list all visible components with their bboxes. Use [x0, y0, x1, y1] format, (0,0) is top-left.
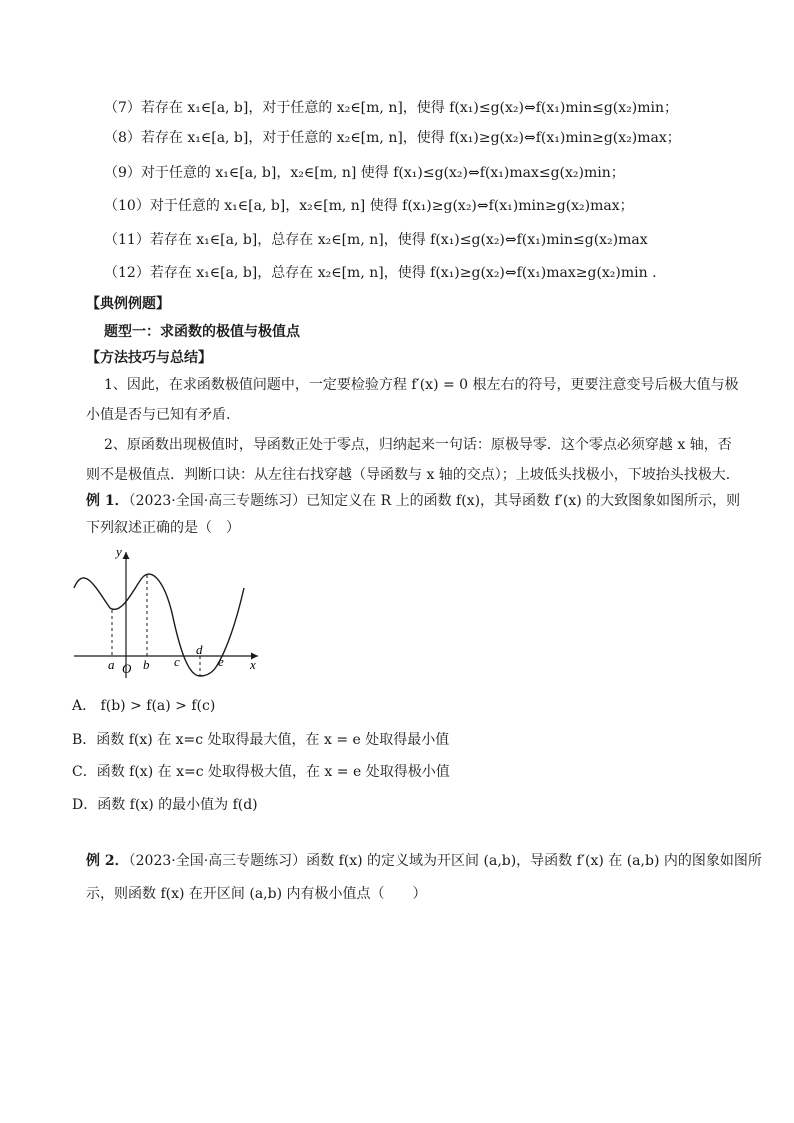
example-1-label: 例 1． [86, 493, 129, 509]
example-2-label: 例 2． [86, 853, 129, 869]
condition-11: （11）若存在 x₁∈[a, b]，总存在 x₂∈[m, n]，使得 f(x₁)≤g(x₂)⇔f(x₁)min≤g(x₂)max [104, 232, 648, 248]
e-label: e [218, 654, 224, 669]
example-2-line2: 示，则函数 f(x) 在开区间 (a,b) 内有极小值点（ ） [86, 886, 427, 902]
origin-label: O [122, 661, 132, 676]
example-1-text: （2023·全国·高三专题练习）已知定义在 R 上的函数 f(x)，其导函数 f′(x) 的大致图象如图所示，则 [128, 493, 741, 509]
method-title: 【方法技巧与总结】 [86, 350, 212, 366]
method-2-line1: 2、原函数出现极值时，导函数正处于零点，归纳起来一句话：原极导零．这个零点必须穿越 x 轴，否 [104, 437, 732, 453]
a-label: a [108, 657, 115, 672]
method-1-line2: 小值是否与已知有矛盾. [86, 407, 231, 423]
d-label: d [196, 642, 203, 657]
condition-7: （7）若存在 x₁∈[a, b]，对于任意的 x₂∈[m, n]，使得 f(x₁)≤g(x₂)⇔f(x₁)min≤g(x₂)min； [104, 100, 678, 116]
option-b[interactable]: B．函数 f(x) 在 x=c 处取得最大值，在 x = e 处取得最小值 [72, 732, 450, 748]
option-a[interactable]: A． f(b) > f(a) > f(c) [72, 698, 216, 714]
b-label: b [143, 657, 150, 672]
x-label: x [250, 657, 256, 672]
type-title: 题型一：求函数的极值与极值点 [104, 324, 300, 340]
condition-12: （12）若存在 x₁∈[a, b]，总存在 x₂∈[m, n]，使得 f(x₁)≥g(x₂)⇔f(x₁)max≥g(x₂)min . [104, 265, 657, 281]
section-title: 【典例例题】 [86, 296, 170, 312]
example-1-line2: 下列叙述正确的是（ ） [86, 520, 240, 536]
method-1-line1: 1、因此，在求函数极值问题中，一定要检验方程 f′(x) = 0 根左右的符号，更要注意变号后极大值与极 [104, 377, 739, 393]
option-c[interactable]: C．函数 f(x) 在 x=c 处取得极大值，在 x = e 处取得极小值 [72, 764, 450, 780]
y-label: y [116, 544, 122, 559]
example-1-line1 [86, 491, 740, 511]
condition-10: （10）对于任意的 x₁∈[a, b]，x₂∈[m, n] 使得 f(x₁)≥g(x₂)⇔f(x₁)min≥g(x₂)max； [104, 198, 634, 214]
condition-8: （8）若存在 x₁∈[a, b]，对于任意的 x₂∈[m, n]，使得 f(x₁)≥g(x₂)⇔f(x₁)min≥g(x₂)max； [104, 130, 681, 146]
example-2-line1 [86, 851, 762, 871]
derivative-graph [70, 542, 270, 682]
c-label: c [174, 654, 180, 669]
example-2-text: （2023·全国·高三专题练习）函数 f(x) 的定义域为开区间 (a,b)，导函数 f′(x) 在 (a,b) 内的图象如图所 [128, 853, 762, 869]
method-2-line2: 则不是极值点．判断口诀：从左往右找穿越（导函数与 x 轴的交点）；上坡低头找极小，下坡抬头找极大． [86, 467, 740, 483]
condition-9: （9）对于任意的 x₁∈[a, b]，x₂∈[m, n] 使得 f(x₁)≤g(x₂)⇔f(x₁)max≤g(x₂)min； [104, 165, 625, 181]
option-d[interactable]: D．函数 f(x) 的最小值为 f(d) [72, 797, 258, 813]
